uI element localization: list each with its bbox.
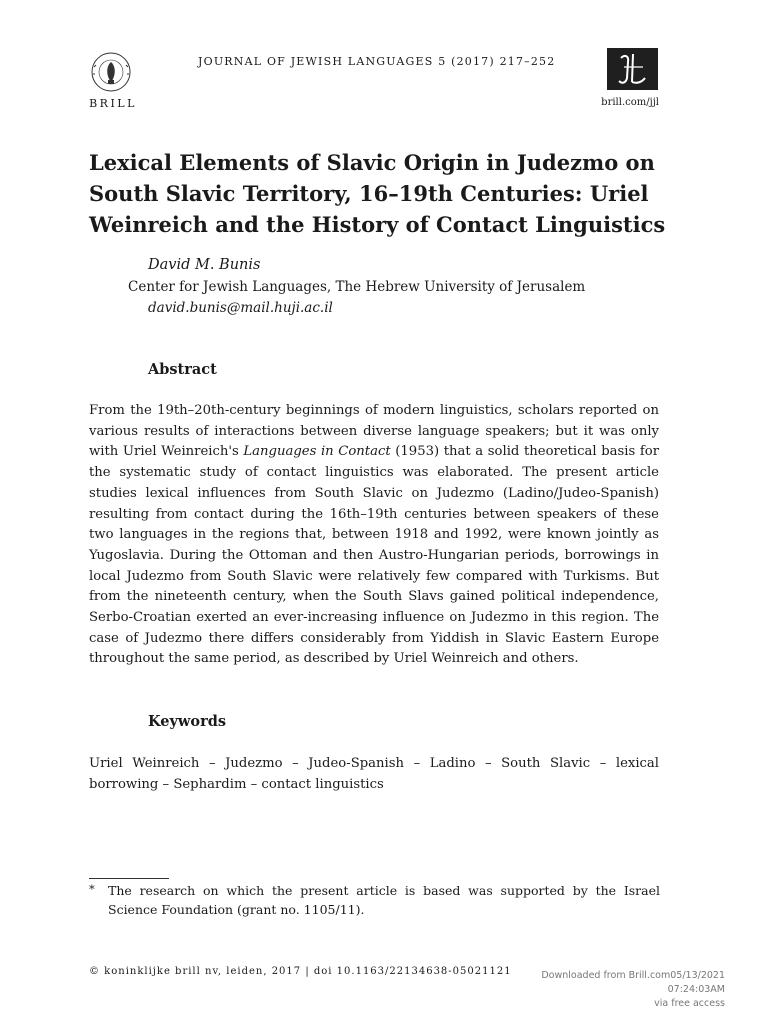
abstract-text — [89, 401, 659, 670]
author-name: David M. Bunis — [148, 257, 261, 273]
abstract-heading: Abstract — [148, 361, 217, 378]
author-email-link[interactable]: david.bunis@mail.huji.ac.il — [148, 300, 333, 316]
publisher-name: BRILL — [89, 97, 137, 110]
access-line: via free access — [654, 998, 725, 1009]
author-affiliation: Center for Jewish Languages, The Hebrew University of Jerusalem — [128, 279, 586, 295]
article-title: Lexical Elements of Slavic Origin in Judezmo on South Slavic Territory, 16–19th Centuries: Uriel Weinreich and the History of Contact Linguistics — [89, 150, 666, 237]
brill-seal-icon — [86, 50, 136, 94]
jjl-logo-icon — [607, 48, 658, 90]
copyright-line: © koninklijke brill nv, leiden, 2017 | doi 10.1163/22134638-05021121 — [89, 966, 512, 977]
keywords-text: Uriel Weinreich – Judezmo – Judeo-Spanish – Ladino – South Slavic – lexical borrowing – Sephardim – contact linguistics — [89, 756, 659, 792]
download-line: Downloaded from Brill.com05/13/2021 07:24:03AM — [541, 970, 725, 995]
footnote-marker: * — [89, 882, 95, 896]
footnote-text: The research on which the present article is based was supported by the Israel Science Foundation (grant no. 1105/11). — [108, 883, 660, 917]
footnote-divider — [89, 878, 169, 879]
journal-url-link[interactable]: brill.com/jjl — [601, 97, 659, 108]
download-stamp — [486, 969, 725, 1011]
journal-citation: JOURNAL OF JEWISH LANGUAGES 5 (2017) 217–252 — [198, 55, 556, 68]
cited-book-title: Languages in Contact — [243, 444, 391, 460]
abstract-text-part-2: (1953) that a solid theoretical basis for the systematic study of contact linguistics was elaborated. The present article studies lexical influences from South Slavic on Judezmo (Ladino/Judeo-Spanish) resulting from contact during the 16th–19th centuries between speakers of these two languages in the regions that, between 1918 and 1992, were known jointly as Yugoslavia. During the Ottoman and then Austro-Hungarian periods, borrowings in local Judezmo from South Slavic were relatively few compared with Turkisms. But from the nineteenth century, when the South Slavs gained political independence, Serbo-Croatian exerted an ever-increasing influence on Judezmo in this region. The case of Judezmo there differs considerably from Yiddish in Slavic Eastern Europe throughout the same period, as described by Uriel Weinreich and others. — [89, 444, 660, 667]
abstract-text-part-1: From the 19th–20th-century beginnings of modern linguistics, scholars reported on various results of interactions between diverse language speakers; but it was only with Uriel Weinreich's — [89, 403, 659, 460]
keywords-heading: Keywords — [148, 713, 227, 730]
